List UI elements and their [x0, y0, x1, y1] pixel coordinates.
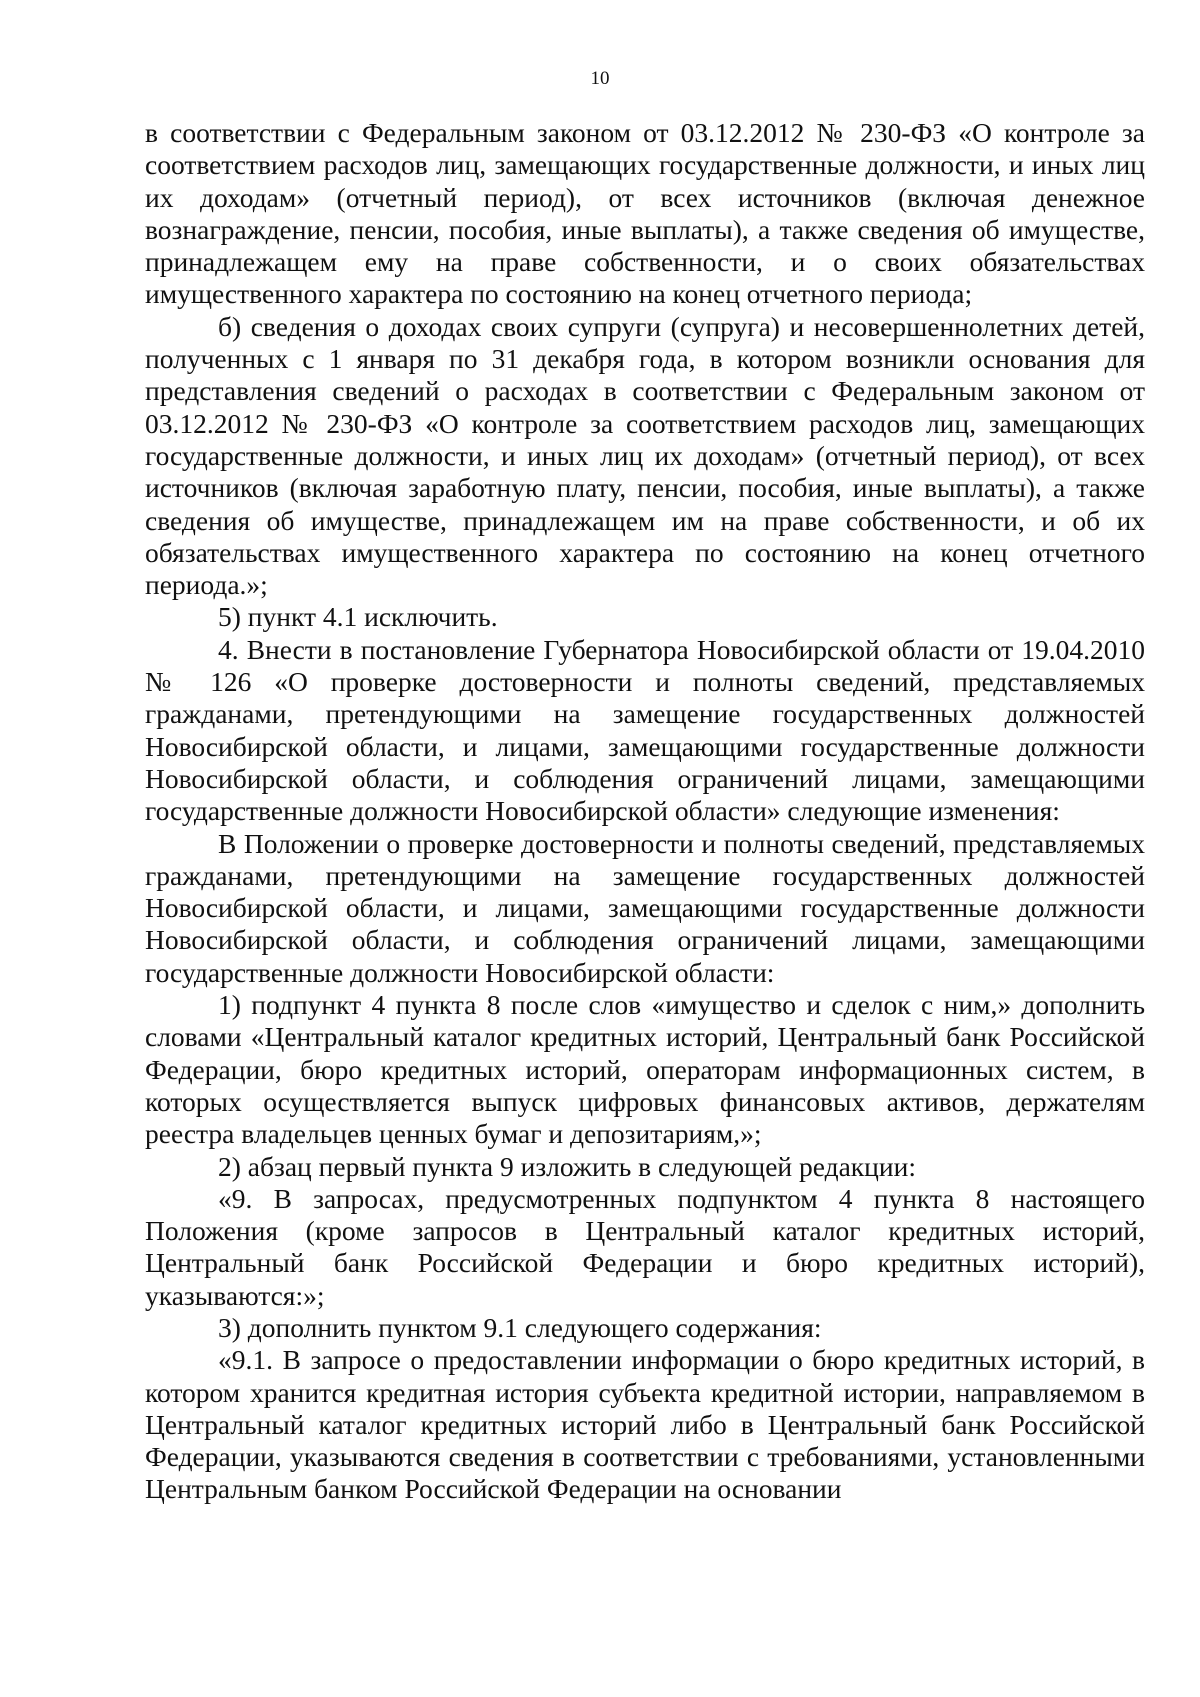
paragraph-8: «9. В запросах, предусмотренных подпунктом 4 пункта 8 настоящего Положения (кроме запросов в Центральный каталог кредитных историй, Центральный банк Российской Федерации и бюро кредитных историй), указываются:»;: [145, 1182, 1145, 1311]
paragraph-9: 3) дополнить пунктом 9.1 следующего содержания:: [218, 1311, 822, 1343]
paragraph-7: 2) абзац первый пункта 9 изложить в следующей редакции:: [218, 1150, 916, 1182]
page-number: 10: [590, 68, 610, 89]
paragraph-3: 5) пункт 4.1 исключить.: [218, 601, 498, 633]
paragraph-6: 1) подпункт 4 пункта 8 после слов «имущество и сделок с ним,» дополнить словами «Центральный каталог кредитных историй, Центральный банк Российской Федерации, бюро кредитных историй, операторам информационных систем, в которых осуществляется выпуск цифровых финансовых активов, держателям реестра владельцев ценных бумаг и депозитариям,»;: [145, 989, 1145, 1150]
document-body: [145, 117, 1145, 1506]
paragraph-1: в соответствии с Федеральным законом от 03.12.2012 № 230-ФЗ «О контроле за соответствием расходов лиц, замещающих государственные должности, и иных лиц их доходам» (отчетный период), от всех источников (включая денежное вознаграждение, пенсии, пособия, иные выплаты), а также сведения об имуществе, принадлежащем ему на праве собственности, и о своих обязательствах имущественного характера по состоянию на конец отчетного периода;: [145, 117, 1145, 310]
paragraph-4: 4. Внести в постановление Губернатора Новосибирской области от 19.04.2010 № 126 «О проверке достоверности и полноты сведений, представляемых гражданами, претендующими на замещение государственных должностей Новосибирской области, и лицами, замещающими государственные должности Новосибирской области, и соблюдения ограничений лицами, замещающими государственные должности Новосибирской области» следующие изменения:: [145, 633, 1145, 827]
paragraph-5: В Положении о проверке достоверности и полноты сведений, представляемых гражданами, претендующими на замещение государственных должностей Новосибирской области, и лицами, замещающими государственные должности Новосибирской области, и соблюдения ограничений лицами, замещающими государственные должности Новосибирской области:: [145, 827, 1145, 988]
paragraph-2: б) сведения о доходах своих супруги (супруга) и несовершеннолетних детей, полученных с 1 января по 31 декабря года, в котором возникли основания для представления сведений о расходах в соответствии с Федеральным законом от 03.12.2012 № 230-ФЗ «О контроле за соответствием расходов лиц, замещающих государственные должности, и иных лиц их доходам» (отчетный период), от всех источников (включая заработную плату, пенсии, пособия, иные выплаты), а также сведения об имуществе, принадлежащем им на праве собственности, и об их обязательствах имущественного характера по состоянию на конец отчетного периода.»;: [145, 310, 1145, 601]
paragraph-10: «9.1. В запросе о предоставлении информации о бюро кредитных историй, в котором хранится кредитная история субъекта кредитной истории, направляемом в Центральный каталог кредитных историй либо в Центральный банк Российской Федерации, указываются сведения в соответствии с требованиями, установленными Центральным банком Российской Федерации на основании: [145, 1344, 1145, 1505]
